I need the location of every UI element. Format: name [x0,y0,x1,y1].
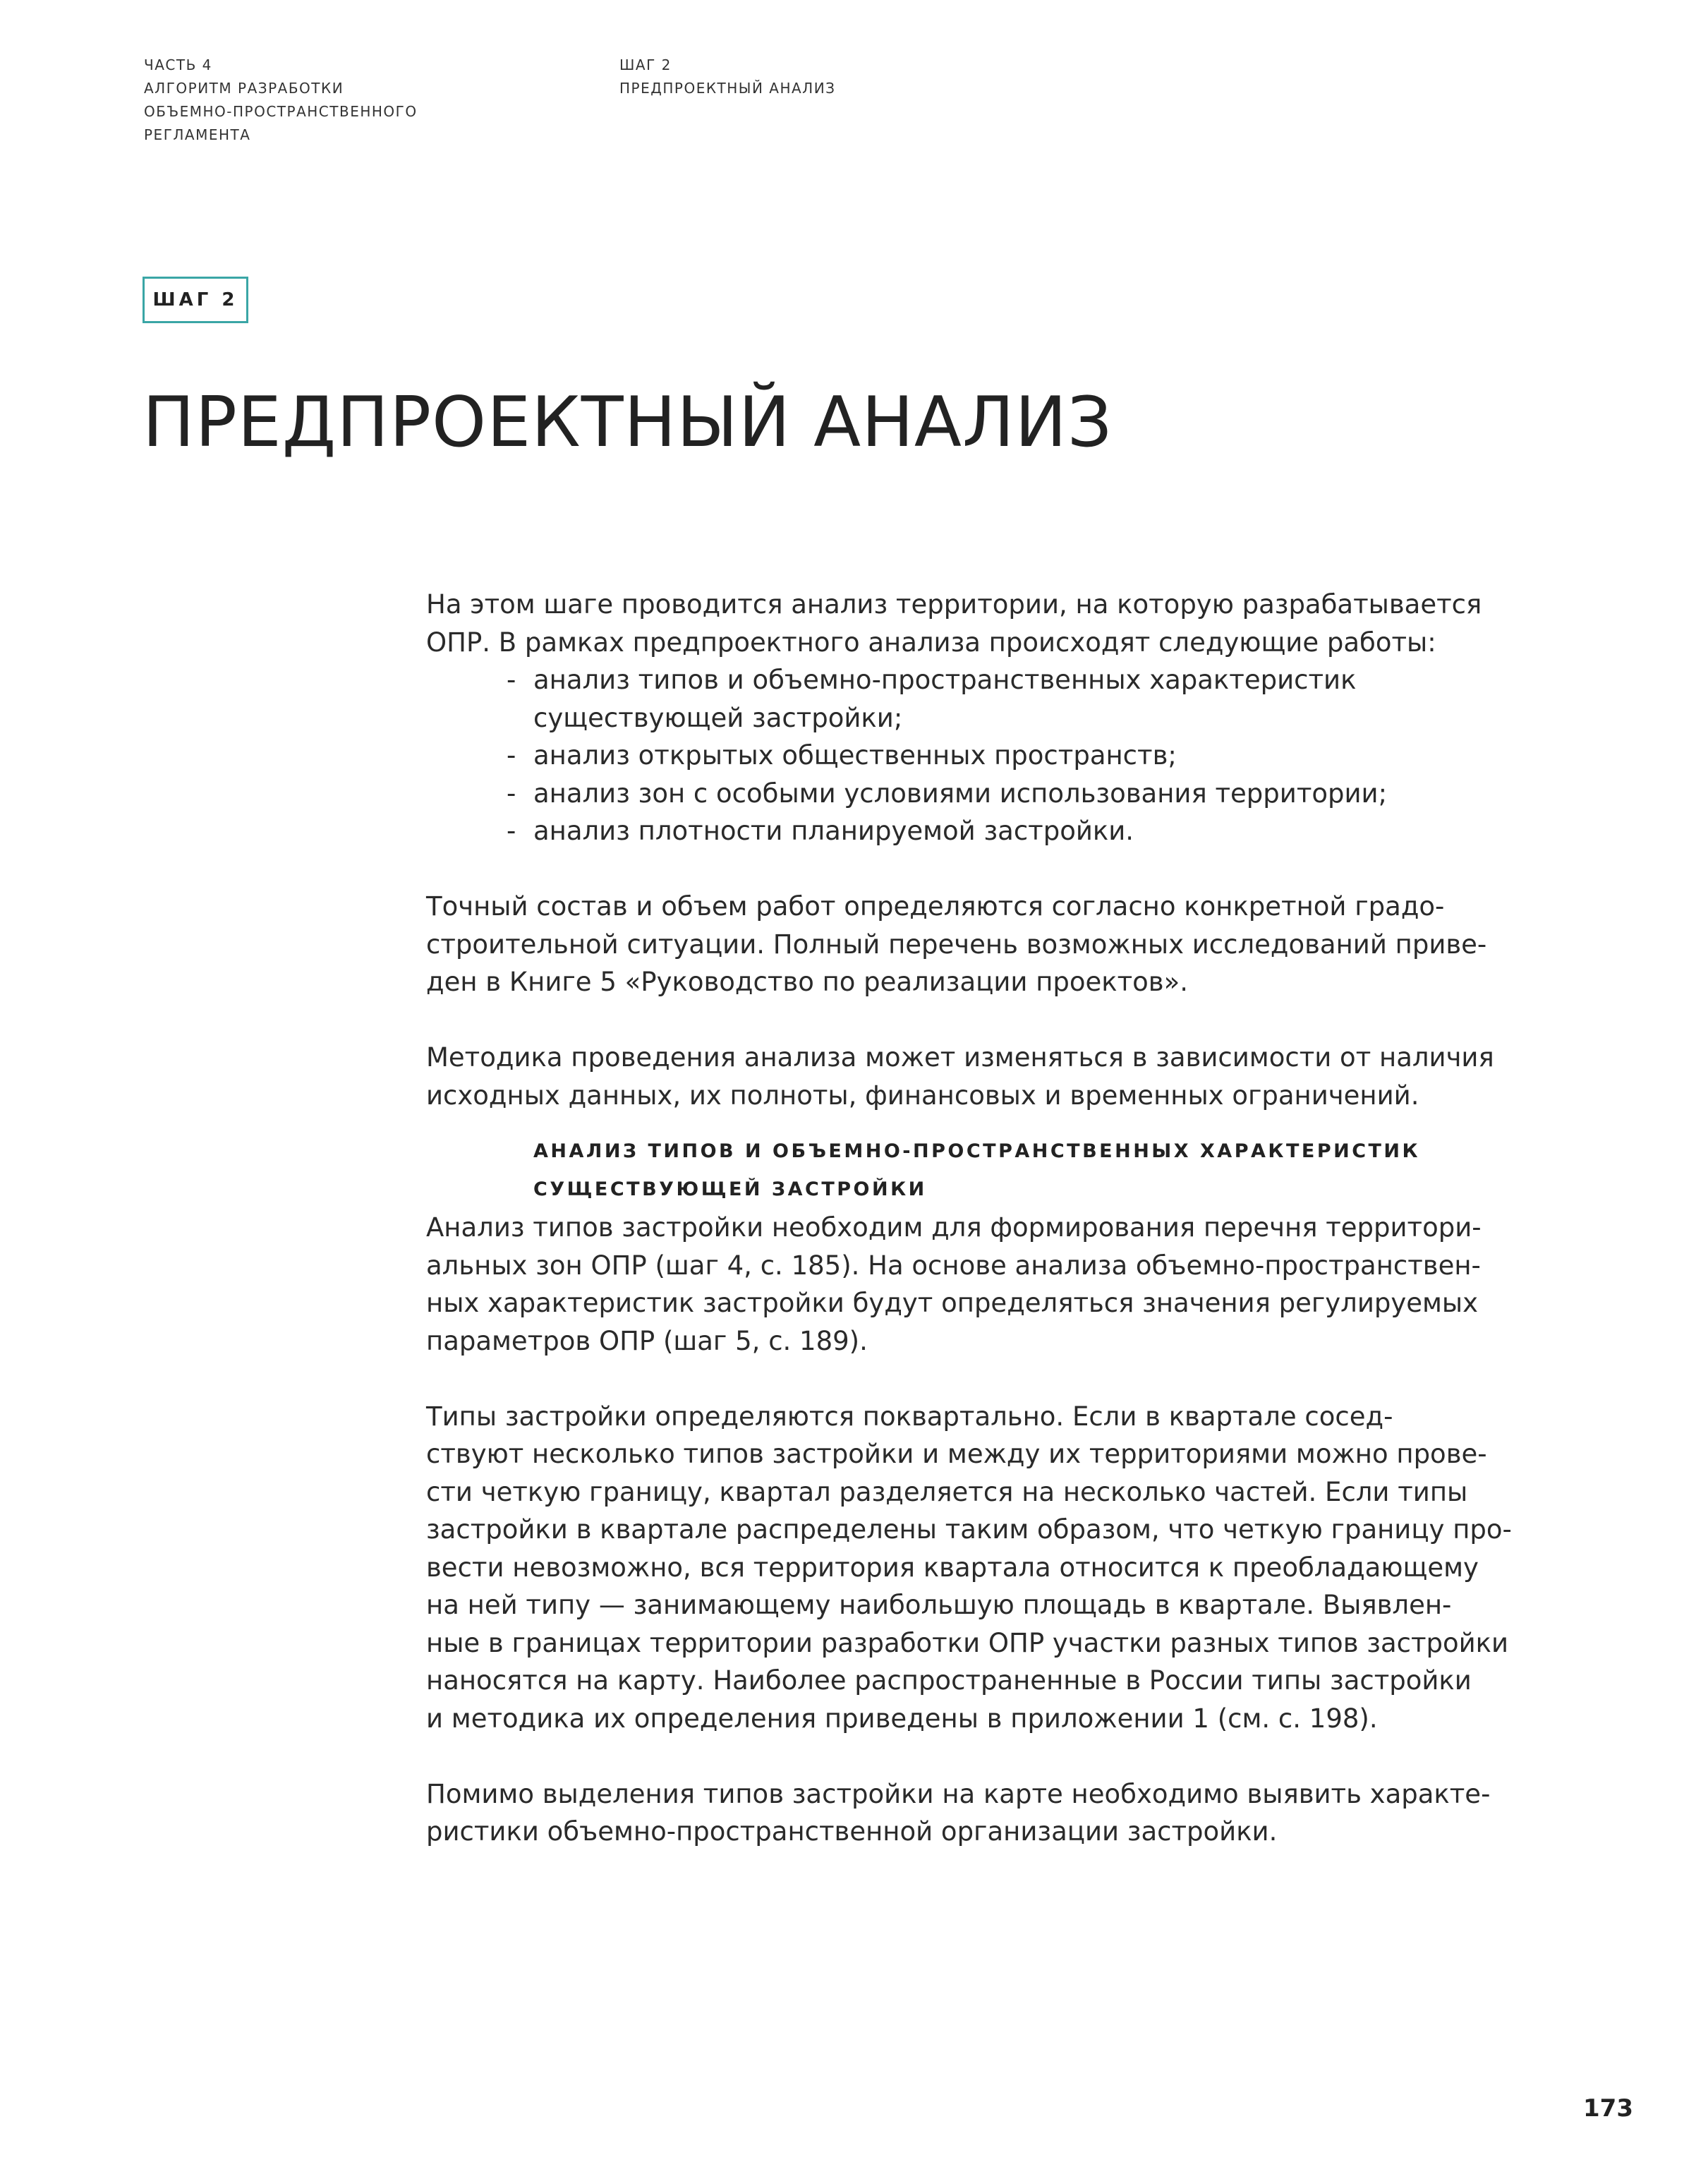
running-head-line: ЧАСТЬ 4 [144,56,212,73]
list-item [426,812,1548,850]
text-line: на ней типу — занимающему наибольшую площадь в квартале. Выявлен- [426,1590,1452,1620]
subheading-line: СУЩЕСТВУЮЩЕЙ ЗАСТРОЙКИ [533,1178,927,1200]
text-line: ристики объемно-пространственной организации застройки. [426,1816,1278,1847]
bullet-dash: - [507,778,516,809]
text-line: сти четкую границу, квартал разделяется на несколько частей. Если типы [426,1476,1468,1507]
list-item [426,661,1548,737]
text-line: наносятся на карту. Наиболее распространенные в России типы застройки [426,1665,1472,1696]
running-head-line: ШАГ 2 [619,56,672,73]
text-line: и методика их определения приведены в приложении 1 (см. с. 198). [426,1703,1378,1734]
running-head-line: АЛГОРИТМ РАЗРАБОТКИ [144,80,344,97]
intro-paragraph [426,586,1548,661]
list-item [426,737,1548,775]
text-line: Методика проведения анализа может изменяться в зависимости от наличия [426,1042,1494,1073]
text-line: строительной ситуации. Полный перечень возможных исследований приве- [426,929,1487,960]
text-line: анализ типов и объемно-пространственных характеристик [533,665,1357,695]
subheading-line: АНАЛИЗ ТИПОВ И ОБЪЕМНО-ПРОСТРАНСТВЕННЫХ ХАРАКТЕРИСТИК [533,1140,1421,1162]
section-subheading [426,1133,1548,1209]
list-item [426,775,1548,813]
text-line: Точный состав и объем работ определяются согласно конкретной градо- [426,891,1445,922]
text-line: Помимо выделения типов застройки на карте необходимо выявить характе- [426,1778,1491,1809]
text-line: ОПР. В рамках предпроектного анализа происходят следующие работы: [426,627,1436,658]
text-line: ных характеристик застройки будут определяться значения регулируемых [426,1288,1479,1318]
text-line: альных зон ОПР (шаг 4, с. 185). На основе анализа объемно-пространствен- [426,1250,1481,1281]
text-line: ден в Книге 5 «Руководство по реализации проектов». [426,967,1189,997]
paragraph [426,888,1548,1001]
running-head-line: РЕГЛАМЕНТА [144,126,251,143]
text-line: На этом шаге проводится анализ территории, на которую разрабатывается [426,589,1482,620]
text-line: анализ плотности планируемой застройки. [533,816,1134,846]
work-list [426,661,1548,850]
text-line: существующей застройки; [533,702,903,733]
text-line: Анализ типов застройки необходим для формирования перечня территори- [426,1212,1482,1243]
running-head-line: ОБЪЕМНО-ПРОСТРАНСТВЕННОГО [144,103,418,120]
page-title: ПРЕДПРОЕКТНЫЙ АНАЛИЗ [143,382,1113,463]
paragraph [426,1209,1548,1360]
body-text [426,586,1548,1851]
running-head-right [619,54,835,100]
text-line: параметров ОПР (шаг 5, с. 189). [426,1325,868,1356]
step-badge: ШАГ 2 [143,277,248,323]
text-line: застройки в квартале распределены таким образом, что четкую границу про- [426,1514,1512,1545]
text-line: ные в границах территории разработки ОПР участки разных типов застройки [426,1627,1509,1658]
text-line: анализ зон с особыми условиями использования территории; [533,778,1388,809]
bullet-dash: - [507,740,516,771]
paragraph [426,1039,1548,1114]
paragraph [426,1775,1548,1851]
running-head-left [144,54,418,147]
paragraph [426,1398,1548,1738]
text-line: Типы застройки определяются поквартально. Если в квартале сосед- [426,1401,1393,1432]
page-number: 173 [1583,2094,1633,2123]
text-line: ствуют несколько типов застройки и между их территориями можно прове- [426,1439,1487,1469]
text-line: вести невозможно, вся территория квартала относится к преобладающему [426,1552,1479,1583]
bullet-dash: - [507,665,516,695]
bullet-dash: - [507,816,516,846]
text-line: анализ открытых общественных пространств; [533,740,1177,771]
running-head-line: ПРЕДПРОЕКТНЫЙ АНАЛИЗ [619,80,836,97]
text-line: исходных данных, их полноты, финансовых и временных ограничений. [426,1080,1419,1111]
